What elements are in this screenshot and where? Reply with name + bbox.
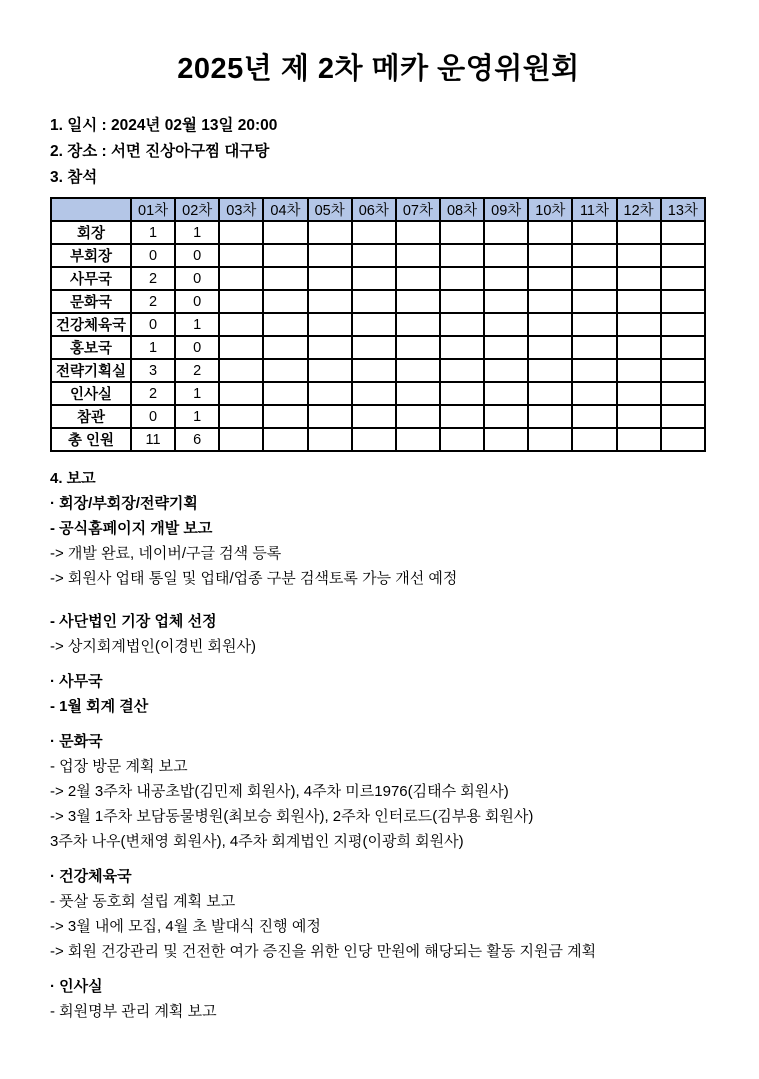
attendance-cell <box>263 244 307 267</box>
attendance-cell <box>263 405 307 428</box>
attendance-cell: 1 <box>175 221 219 244</box>
report-section <box>50 669 707 719</box>
attendance-cell <box>528 313 572 336</box>
attendance-cell <box>396 313 440 336</box>
attendance-cell <box>617 428 661 451</box>
attendance-cell <box>263 267 307 290</box>
attendance-cell <box>308 428 352 451</box>
report-section <box>50 491 707 659</box>
attendance-cell: 2 <box>131 290 175 313</box>
attendance-cell <box>572 244 616 267</box>
report-section <box>50 729 707 854</box>
report-line: -> 회원 건강관리 및 건전한 여가 증진을 위한 인당 만원에 해당되는 활동 지원금 계획 <box>50 943 597 960</box>
attendance-row <box>51 428 705 451</box>
attendance-cell <box>617 336 661 359</box>
attendance-cell <box>396 336 440 359</box>
attendance-cell <box>661 221 705 244</box>
attendance-cell <box>617 382 661 405</box>
attendance-cell <box>484 382 528 405</box>
attendance-cell <box>352 267 396 290</box>
meeting-info <box>50 113 707 191</box>
attendance-row-label: 회장 <box>51 221 131 244</box>
attendance-cell: 0 <box>175 290 219 313</box>
attendance-cell: 2 <box>131 382 175 405</box>
attendance-row <box>51 290 705 313</box>
attendance-cell <box>661 405 705 428</box>
attendance-cell: 0 <box>131 313 175 336</box>
attendance-cell: 1 <box>175 405 219 428</box>
attendance-cell <box>396 405 440 428</box>
attendance-header-cell: 11차 <box>572 198 616 221</box>
attendance-cell <box>352 382 396 405</box>
attendance-cell: 2 <box>175 359 219 382</box>
attendance-cell <box>396 428 440 451</box>
attendance-cell <box>352 405 396 428</box>
attendance-cell <box>352 336 396 359</box>
attendance-cell <box>263 336 307 359</box>
attendance-cell <box>661 428 705 451</box>
attendance-cell <box>661 244 705 267</box>
attendance-cell <box>617 313 661 336</box>
attendance-cell <box>440 382 484 405</box>
attendance-cell <box>219 336 263 359</box>
attendance-row <box>51 313 705 336</box>
attendance-cell <box>661 313 705 336</box>
attendance-cell <box>484 428 528 451</box>
attendance-cell <box>528 336 572 359</box>
attendance-row-label: 사무국 <box>51 267 131 290</box>
attendance-cell <box>219 359 263 382</box>
attendance-header-cell: 06차 <box>352 198 396 221</box>
attendance-header-cell: 01차 <box>131 198 175 221</box>
attendance-table <box>50 197 706 452</box>
report-line: - 업장 방문 계획 보고 <box>50 758 188 775</box>
attendance-cell <box>484 221 528 244</box>
attendance-header-cell: 05차 <box>308 198 352 221</box>
report-sections <box>50 491 707 1024</box>
attendance-cell <box>352 221 396 244</box>
attendance-heading: 3. 참석 <box>50 169 98 186</box>
attendance-row-label: 참관 <box>51 405 131 428</box>
attendance-row-label: 인사실 <box>51 382 131 405</box>
report-section-title: · 문화국 <box>50 733 103 750</box>
report-line: -> 회원사 업태 통일 및 업태/업종 구분 검색토록 가능 개선 예정 <box>50 570 458 587</box>
attendance-cell <box>572 221 616 244</box>
attendance-cell <box>440 290 484 313</box>
attendance-cell <box>396 221 440 244</box>
attendance-cell: 1 <box>131 221 175 244</box>
meeting-datetime: 1. 일시 : 2024년 02월 13일 20:00 <box>50 117 278 134</box>
attendance-row <box>51 336 705 359</box>
attendance-cell: 11 <box>131 428 175 451</box>
attendance-cell <box>617 221 661 244</box>
report-line: -> 3월 1주차 보담동물병원(최보승 회원사), 2주차 인터로드(김부용 회원사) <box>50 808 534 825</box>
attendance-cell <box>617 244 661 267</box>
attendance-header-cell: 02차 <box>175 198 219 221</box>
report-line: - 사단법인 기장 업체 선정 <box>50 613 217 630</box>
attendance-cell <box>528 290 572 313</box>
report-line: - 공식홈페이지 개발 보고 <box>50 520 213 537</box>
attendance-cell <box>219 405 263 428</box>
attendance-header-cell: 12차 <box>617 198 661 221</box>
attendance-cell: 3 <box>131 359 175 382</box>
attendance-cell <box>528 221 572 244</box>
attendance-cell <box>572 267 616 290</box>
attendance-cell <box>396 382 440 405</box>
attendance-cell <box>352 290 396 313</box>
attendance-row <box>51 244 705 267</box>
attendance-cell <box>440 336 484 359</box>
attendance-cell <box>440 267 484 290</box>
attendance-cell <box>396 244 440 267</box>
report-section <box>50 864 707 964</box>
attendance-cell <box>263 428 307 451</box>
attendance-cell <box>440 313 484 336</box>
attendance-cell <box>572 336 616 359</box>
attendance-cell <box>572 405 616 428</box>
attendance-cell <box>219 221 263 244</box>
attendance-cell <box>263 382 307 405</box>
attendance-cell: 1 <box>131 336 175 359</box>
attendance-row-label: 건강체육국 <box>51 313 131 336</box>
attendance-cell <box>661 290 705 313</box>
attendance-cell <box>661 267 705 290</box>
report-heading: 4. 보고 <box>50 470 96 487</box>
attendance-cell <box>308 405 352 428</box>
attendance-cell: 1 <box>175 382 219 405</box>
attendance-cell: 0 <box>175 336 219 359</box>
attendance-cell <box>219 382 263 405</box>
attendance-cell <box>440 221 484 244</box>
report-section-title: · 건강체육국 <box>50 868 132 885</box>
report-line: -> 상지회계법인(이경빈 회원사) <box>50 638 256 655</box>
attendance-cell <box>484 313 528 336</box>
attendance-cell <box>308 221 352 244</box>
attendance-cell: 1 <box>175 313 219 336</box>
attendance-cell <box>661 382 705 405</box>
attendance-cell <box>308 359 352 382</box>
attendance-cell <box>572 313 616 336</box>
report-line: -> 2월 3주차 내공초밥(김민제 회원사), 4주차 미르1976(김태수 회원사) <box>50 783 509 800</box>
attendance-row-label: 문화국 <box>51 290 131 313</box>
attendance-cell <box>263 313 307 336</box>
attendance-row-label: 총 인원 <box>51 428 131 451</box>
report-section <box>50 974 707 1024</box>
attendance-cell <box>617 267 661 290</box>
attendance-row <box>51 405 705 428</box>
attendance-cell <box>352 313 396 336</box>
attendance-cell <box>396 290 440 313</box>
report-line: 3주차 나우(변채영 회원사), 4주차 회계법인 지평(이광희 회원사) <box>50 833 464 850</box>
attendance-row-label: 부회장 <box>51 244 131 267</box>
attendance-cell: 0 <box>175 244 219 267</box>
attendance-header-cell: 03차 <box>219 198 263 221</box>
attendance-header-cell: 07차 <box>396 198 440 221</box>
attendance-cell <box>528 244 572 267</box>
attendance-header-cell: 04차 <box>263 198 307 221</box>
attendance-cell <box>308 382 352 405</box>
attendance-cell <box>440 244 484 267</box>
attendance-row <box>51 382 705 405</box>
document-title: 2025년 제 2차 메카 운영위원회 <box>177 53 580 85</box>
attendance-cell <box>308 313 352 336</box>
attendance-cell <box>484 359 528 382</box>
attendance-cell <box>352 428 396 451</box>
attendance-cell <box>352 359 396 382</box>
attendance-cell <box>396 359 440 382</box>
report-line: -> 개발 완료, 네이버/구글 검색 등록 <box>50 545 282 562</box>
attendance-cell <box>219 428 263 451</box>
attendance-row <box>51 267 705 290</box>
attendance-cell <box>396 267 440 290</box>
attendance-cell <box>572 290 616 313</box>
attendance-cell <box>308 267 352 290</box>
attendance-cell <box>263 290 307 313</box>
attendance-header-cell: 13차 <box>661 198 705 221</box>
report-section-title: · 인사실 <box>50 978 103 995</box>
attendance-cell <box>219 244 263 267</box>
attendance-cell <box>352 244 396 267</box>
attendance-cell <box>263 221 307 244</box>
attendance-cell: 0 <box>131 244 175 267</box>
attendance-cell <box>440 428 484 451</box>
attendance-header-cell: 08차 <box>440 198 484 221</box>
attendance-row <box>51 359 705 382</box>
attendance-cell <box>308 290 352 313</box>
attendance-cell <box>528 405 572 428</box>
attendance-cell <box>661 336 705 359</box>
attendance-cell <box>484 290 528 313</box>
attendance-cell <box>219 313 263 336</box>
attendance-cell <box>528 359 572 382</box>
attendance-cell <box>572 428 616 451</box>
attendance-table-body <box>51 221 705 451</box>
attendance-cell <box>528 382 572 405</box>
meeting-location: 2. 장소 : 서면 진상아구찜 대구탕 <box>50 143 270 160</box>
report-section-title: · 사무국 <box>50 673 103 690</box>
attendance-cell <box>484 244 528 267</box>
attendance-cell <box>484 336 528 359</box>
attendance-cell <box>572 382 616 405</box>
attendance-cell: 2 <box>131 267 175 290</box>
attendance-cell <box>219 267 263 290</box>
attendance-row-label: 전략기획실 <box>51 359 131 382</box>
attendance-header-row <box>51 198 705 221</box>
attendance-cell <box>661 359 705 382</box>
attendance-row <box>51 221 705 244</box>
attendance-cell <box>617 405 661 428</box>
report-block <box>50 466 707 1024</box>
attendance-cell: 0 <box>131 405 175 428</box>
report-line: - 회원명부 관리 계획 보고 <box>50 1003 217 1020</box>
report-line: - 풋살 동호회 설립 계획 보고 <box>50 893 236 910</box>
attendance-header-cell: 10차 <box>528 198 572 221</box>
attendance-cell <box>617 290 661 313</box>
attendance-corner-cell <box>51 198 131 221</box>
attendance-cell: 0 <box>175 267 219 290</box>
attendance-cell <box>572 359 616 382</box>
attendance-cell: 6 <box>175 428 219 451</box>
attendance-cell <box>440 405 484 428</box>
attendance-cell <box>308 336 352 359</box>
attendance-cell <box>219 290 263 313</box>
attendance-cell <box>263 359 307 382</box>
report-line: - 1월 회계 결산 <box>50 698 149 715</box>
attendance-cell <box>440 359 484 382</box>
attendance-cell <box>308 244 352 267</box>
report-blank-line <box>50 591 707 609</box>
report-section-title: · 회장/부회장/전략기획 <box>50 495 198 512</box>
attendance-row-label: 홍보국 <box>51 336 131 359</box>
attendance-cell <box>617 359 661 382</box>
attendance-cell <box>528 428 572 451</box>
attendance-cell <box>484 405 528 428</box>
attendance-cell <box>528 267 572 290</box>
attendance-cell <box>484 267 528 290</box>
attendance-header-cell: 09차 <box>484 198 528 221</box>
report-line: -> 3월 내에 모집, 4월 초 발대식 진행 예정 <box>50 918 321 935</box>
